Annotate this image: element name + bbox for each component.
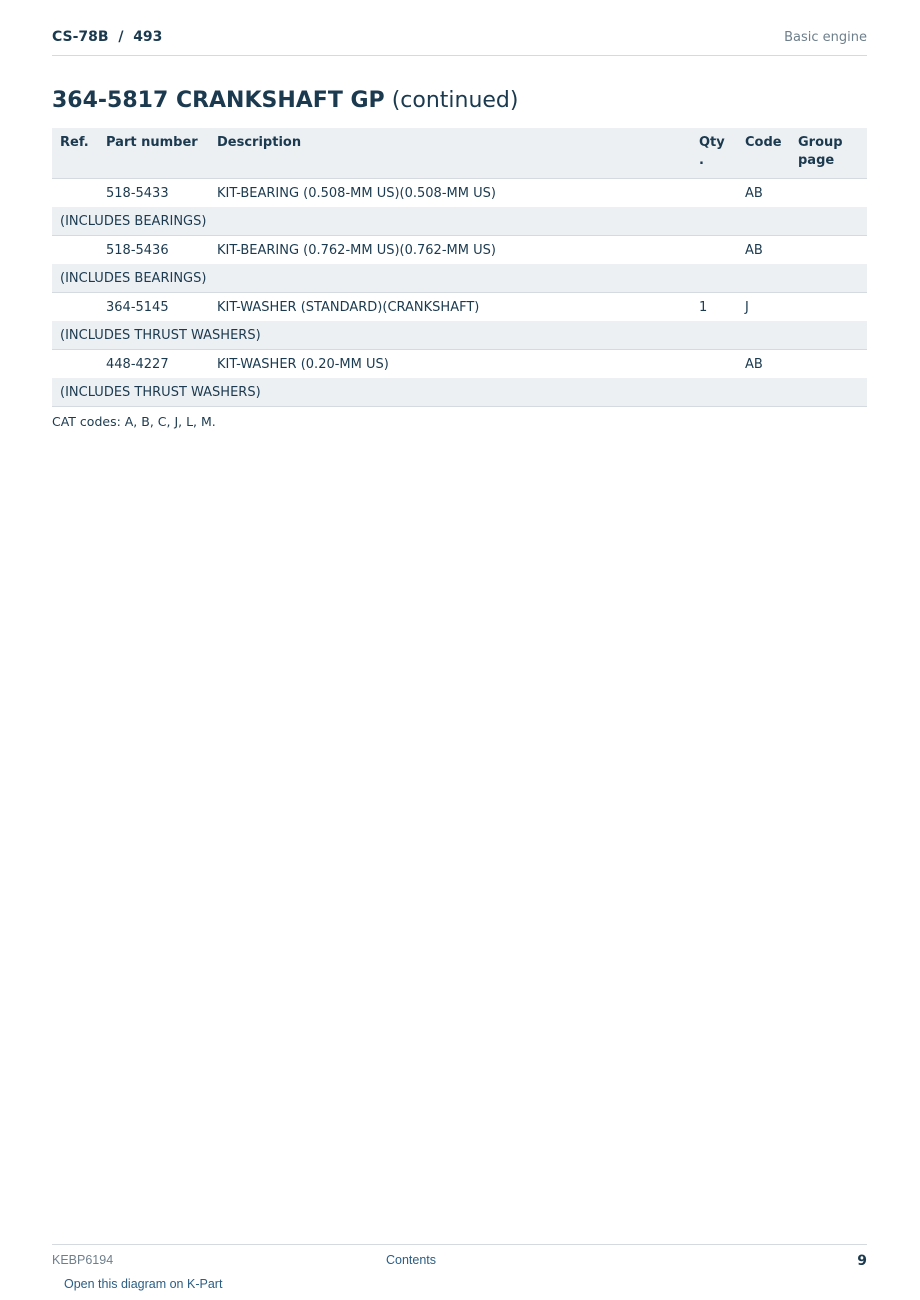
cell-qty <box>691 236 737 265</box>
contents-link[interactable]: Contents <box>386 1253 437 1267</box>
cell-description: KIT-BEARING (0.762-MM US)(0.762-MM US) <box>209 236 691 265</box>
table-row <box>52 179 867 208</box>
cell-code: AB <box>737 236 790 265</box>
header-qty <box>691 128 737 179</box>
table-note-row <box>52 378 867 407</box>
header-group-line1: Group <box>798 135 843 150</box>
cell-note: (INCLUDES THRUST WASHERS) <box>52 321 867 350</box>
cell-ref <box>52 350 98 379</box>
cell-note: (INCLUDES THRUST WASHERS) <box>52 378 867 407</box>
page-footer <box>52 1244 867 1295</box>
cell-group-page <box>790 179 867 208</box>
header-code: Code <box>737 128 790 179</box>
cell-ref <box>52 179 98 208</box>
table-row <box>52 350 867 379</box>
table-row <box>52 293 867 322</box>
table-header-row <box>52 128 867 179</box>
header-group-line2: page <box>798 153 835 168</box>
header-ref: Ref. <box>52 128 98 179</box>
cell-note: (INCLUDES BEARINGS) <box>52 264 867 293</box>
page-title <box>52 88 518 113</box>
cell-code: AB <box>737 179 790 208</box>
cat-codes-note: CAT codes: A, B, C, J, L, M. <box>52 414 216 429</box>
title-main: 364-5817 CRANKSHAFT GP <box>52 88 385 113</box>
cell-group-page <box>790 236 867 265</box>
header-qty-line2: . <box>699 153 704 168</box>
document-code: KEBP6194 <box>52 1253 114 1267</box>
cell-qty: 1 <box>691 293 737 322</box>
header-group-page <box>790 128 867 179</box>
cell-part-number: 518-5436 <box>98 236 209 265</box>
cell-description: KIT-BEARING (0.508-MM US)(0.508-MM US) <box>209 179 691 208</box>
open-diagram-link[interactable]: Open this diagram on K-Part <box>64 1277 223 1291</box>
parts-table <box>52 128 867 407</box>
cell-code: AB <box>737 350 790 379</box>
cell-part-number: 518-5433 <box>98 179 209 208</box>
cell-ref <box>52 293 98 322</box>
cell-part-number: 448-4227 <box>98 350 209 379</box>
header-qty-line1: Qty <box>699 135 725 150</box>
cell-code: J <box>737 293 790 322</box>
document-id: CS-78B / 493 <box>52 29 163 45</box>
cell-qty <box>691 179 737 208</box>
section-name: Basic engine <box>784 30 867 45</box>
page-header <box>52 28 867 56</box>
cell-part-number: 364-5145 <box>98 293 209 322</box>
cell-group-page <box>790 350 867 379</box>
header-description: Description <box>209 128 691 179</box>
cell-note: (INCLUDES BEARINGS) <box>52 207 867 236</box>
cell-description: KIT-WASHER (STANDARD)(CRANKSHAFT) <box>209 293 691 322</box>
table-note-row <box>52 207 867 236</box>
cell-qty <box>691 350 737 379</box>
title-suffix: (continued) <box>391 88 519 113</box>
cell-description: KIT-WASHER (0.20-MM US) <box>209 350 691 379</box>
table-note-row <box>52 321 867 350</box>
table-note-row <box>52 264 867 293</box>
header-part-number: Part number <box>98 128 209 179</box>
table-row <box>52 236 867 265</box>
cell-ref <box>52 236 98 265</box>
page-number: 9 <box>857 1253 867 1269</box>
cell-group-page <box>790 293 867 322</box>
